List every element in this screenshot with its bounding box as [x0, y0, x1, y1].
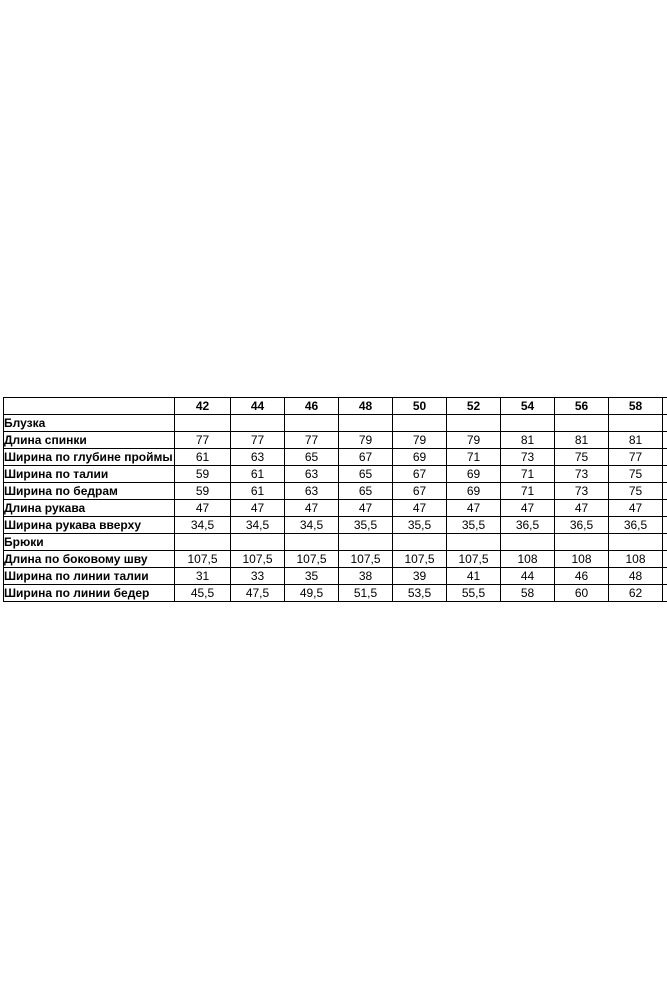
- measurement-value: 79: [393, 432, 447, 449]
- measurement-value: 47: [609, 500, 663, 517]
- measurement-value: 73: [555, 466, 609, 483]
- table-row: [4, 500, 667, 517]
- measurement-value: 35: [285, 568, 339, 585]
- size-header-cell: 56: [555, 398, 609, 415]
- size-header-cell: 48: [339, 398, 393, 415]
- measurement-value: 45,5: [175, 585, 231, 602]
- measurement-value: 36,5: [555, 517, 609, 534]
- section-title: Блузка: [4, 415, 175, 432]
- measurement-value: [663, 500, 667, 517]
- measurement-value: 75: [609, 483, 663, 500]
- empty-cell: [231, 534, 285, 551]
- empty-cell: [285, 415, 339, 432]
- measurement-value: 47: [447, 500, 501, 517]
- measurement-value: 47: [501, 500, 555, 517]
- measurement-value: 75: [609, 466, 663, 483]
- empty-cell: [663, 415, 667, 432]
- measurement-label: Ширина по линии талии: [4, 568, 175, 585]
- measurement-value: 34,5: [285, 517, 339, 534]
- table-row: [4, 551, 667, 568]
- measurement-value: 71: [501, 466, 555, 483]
- measurement-value: 75: [555, 449, 609, 466]
- measurement-value: 39: [393, 568, 447, 585]
- empty-cell: [285, 534, 339, 551]
- measurement-value: 48: [609, 568, 663, 585]
- table-row: [4, 483, 667, 500]
- header-corner-cell: [4, 398, 175, 415]
- empty-cell: [501, 534, 555, 551]
- empty-cell: [339, 534, 393, 551]
- measurement-value: 35,5: [393, 517, 447, 534]
- measurement-value: 67: [339, 449, 393, 466]
- measurement-value: 47: [393, 500, 447, 517]
- measurement-value: [663, 432, 667, 449]
- measurement-value: 59: [175, 483, 231, 500]
- size-header-row: [4, 398, 667, 415]
- measurement-value: 51,5: [339, 585, 393, 602]
- measurement-value: 47: [339, 500, 393, 517]
- measurement-label: Ширина рукава вверху: [4, 517, 175, 534]
- empty-cell: [447, 415, 501, 432]
- measurement-value: 36,5: [609, 517, 663, 534]
- measurement-value: [663, 466, 667, 483]
- measurement-value: 61: [231, 483, 285, 500]
- measurement-value: 47,5: [231, 585, 285, 602]
- measurement-value: 77: [285, 432, 339, 449]
- measurement-value: 107,5: [393, 551, 447, 568]
- size-header-cell: 52: [447, 398, 501, 415]
- empty-cell: [339, 415, 393, 432]
- table-row: [4, 466, 667, 483]
- measurement-value: 79: [447, 432, 501, 449]
- measurement-value: 49,5: [285, 585, 339, 602]
- measurement-value: 38: [339, 568, 393, 585]
- measurement-value: [663, 449, 667, 466]
- measurement-value: [663, 568, 667, 585]
- measurement-value: 81: [501, 432, 555, 449]
- measurement-value: 63: [285, 466, 339, 483]
- empty-cell: [555, 534, 609, 551]
- size-header-cell: 46: [285, 398, 339, 415]
- measurement-value: 108: [555, 551, 609, 568]
- empty-cell: [447, 534, 501, 551]
- measurement-value: 47: [555, 500, 609, 517]
- empty-cell: [609, 415, 663, 432]
- measurement-value: 41: [447, 568, 501, 585]
- empty-cell: [175, 415, 231, 432]
- empty-cell: [609, 534, 663, 551]
- measurement-label: Ширина по глубине проймы: [4, 450, 173, 464]
- measurement-value: 59: [175, 466, 231, 483]
- measurement-value: 63: [285, 483, 339, 500]
- measurement-value: [663, 585, 667, 602]
- measurement-value: 47: [175, 500, 231, 517]
- measurement-value: 77: [175, 432, 231, 449]
- measurement-value: 62: [609, 585, 663, 602]
- measurement-value: 107,5: [285, 551, 339, 568]
- measurement-value: 58: [501, 585, 555, 602]
- measurement-value: 108: [609, 551, 663, 568]
- size-header-cell: 54: [501, 398, 555, 415]
- measurement-value: 107,5: [447, 551, 501, 568]
- measurement-value: 67: [393, 466, 447, 483]
- measurement-label: Длина рукава: [4, 500, 175, 517]
- size-chart-body: [4, 398, 667, 602]
- empty-cell: [663, 534, 667, 551]
- size-chart-container: [3, 397, 667, 602]
- table-row: [4, 432, 667, 449]
- measurement-value: 79: [339, 432, 393, 449]
- measurement-value: 31: [175, 568, 231, 585]
- measurement-value: 44: [501, 568, 555, 585]
- measurement-value: 36,5: [501, 517, 555, 534]
- measurement-value: 67: [393, 483, 447, 500]
- measurement-value: 53,5: [393, 585, 447, 602]
- measurement-value: 33: [231, 568, 285, 585]
- measurement-value: 107,5: [339, 551, 393, 568]
- measurement-value: 69: [447, 483, 501, 500]
- measurement-value: 35,5: [339, 517, 393, 534]
- section-title-row: [4, 534, 667, 551]
- size-header-cell: 44: [231, 398, 285, 415]
- size-header-cell: 58: [609, 398, 663, 415]
- measurement-value: 107,5: [231, 551, 285, 568]
- measurement-value: 34,5: [175, 517, 231, 534]
- empty-cell: [501, 415, 555, 432]
- empty-cell: [175, 534, 231, 551]
- measurement-value: [663, 551, 667, 568]
- measurement-value: 71: [447, 449, 501, 466]
- empty-cell: [393, 415, 447, 432]
- measurement-value: 34,5: [231, 517, 285, 534]
- measurement-value: 46: [555, 568, 609, 585]
- empty-cell: [393, 534, 447, 551]
- measurement-value: 61: [175, 449, 231, 466]
- measurement-value: 107,5: [175, 551, 231, 568]
- measurement-value: 65: [339, 483, 393, 500]
- measurement-value: 81: [609, 432, 663, 449]
- measurement-value: 69: [447, 466, 501, 483]
- empty-cell: [231, 415, 285, 432]
- measurement-value: 77: [609, 449, 663, 466]
- measurement-value: 61: [231, 466, 285, 483]
- table-row: [4, 585, 667, 602]
- measurement-value: 55,5: [447, 585, 501, 602]
- measurement-value: 47: [231, 500, 285, 517]
- size-header-cell: [663, 398, 667, 415]
- empty-cell: [555, 415, 609, 432]
- measurement-value: 108: [501, 551, 555, 568]
- section-title-row: [4, 415, 667, 432]
- measurement-value: 73: [501, 449, 555, 466]
- measurement-value: 65: [285, 449, 339, 466]
- table-row: [4, 517, 667, 534]
- table-row: [4, 568, 667, 585]
- measurement-value: 71: [501, 483, 555, 500]
- measurement-value: 65: [339, 466, 393, 483]
- measurement-value: 77: [231, 432, 285, 449]
- size-chart-table: [3, 397, 667, 602]
- measurement-label: Ширина по талии: [4, 466, 175, 483]
- measurement-value: 60: [555, 585, 609, 602]
- section-title: Брюки: [4, 534, 175, 551]
- measurement-value: 63: [231, 449, 285, 466]
- measurement-label: Длина по боковому шву: [4, 551, 175, 568]
- measurement-value: 81: [555, 432, 609, 449]
- size-header-cell: 50: [393, 398, 447, 415]
- measurement-label: Ширина по линии бедер: [4, 585, 175, 602]
- measurement-value: [663, 517, 667, 534]
- measurement-label: Ширина по бедрам: [4, 483, 175, 500]
- measurement-value: 35,5: [447, 517, 501, 534]
- measurement-value: 73: [555, 483, 609, 500]
- table-row: [4, 449, 667, 466]
- measurement-value: [663, 483, 667, 500]
- measurement-label: Длина спинки: [4, 432, 175, 449]
- measurement-value: 47: [285, 500, 339, 517]
- size-header-cell: 42: [175, 398, 231, 415]
- measurement-value: 69: [393, 449, 447, 466]
